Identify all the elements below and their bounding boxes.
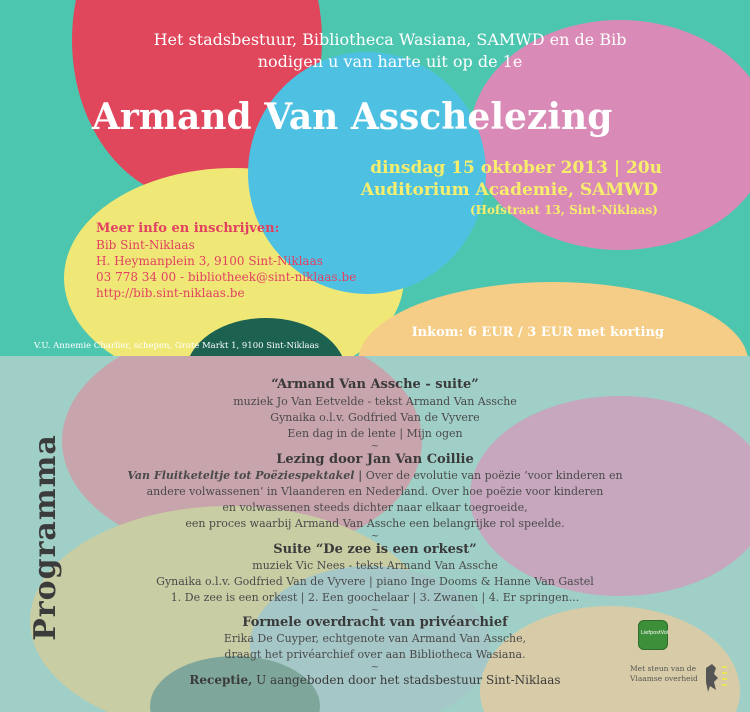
section-title: Lezing door Jan Van Coillie [276,452,474,467]
sponsor-logo-text: LiefpostVol [641,630,669,636]
section-line: draagt het privéarchief over aan Bibliotheca Wasiana. [224,648,526,661]
section-title: “Armand Van Assche - suite” [271,377,479,392]
vlaamse-overheid-line-1: Met steun van de [630,664,697,673]
programma-vertical-title: Programma [27,434,63,641]
entry-price: Inkom: 6 EUR / 3 EUR met korting [411,325,664,340]
separator: ~ [370,662,380,673]
reception-text: U aangeboden door het stadsbestuur Sint-Niklaas [252,673,561,687]
event-venue: Auditorium Academie, SAMWD [360,180,658,200]
event-address: (Hofstraat 13, Sint-Niklaas) [470,203,658,217]
section-line: andere volwassenen’ in Vlaanderen en Nederland. Over hoe poëzie voor kinderen [146,485,604,498]
separator: ~ [370,605,380,616]
info-line: H. Heymanplein 3, 9100 Sint-Niklaas [96,254,323,268]
intro-line-2: nodigen u van harte uit op de 1e [257,52,523,71]
info-line[interactable]: 03 778 34 00 - bibliotheek@sint-niklaas.be [96,270,357,284]
orange-circle [358,282,748,356]
section-line: een proces waarbij Armand Van Assche een belangrijke rol speelde. [185,517,565,530]
section-line: Gynaika o.l.v. Godfried Van de Vyvere | piano Inge Dooms & Hanne Van Gastel [156,575,594,588]
event-date: dinsdag 15 oktober 2013 | 20u [370,158,662,178]
info-heading: Meer info en inschrijven: [96,221,280,236]
section-line: muziek Jo Van Eetvelde - tekst Armand Van Assche [233,395,517,408]
section-line: Erika De Cuyper, echtgenote van Armand Van Assche, [223,632,527,645]
section-title: Formele overdracht van privéarchief [242,615,508,630]
info-link[interactable]: http://bib.sint-niklaas.be [96,286,245,300]
section-line: Een dag in de lente | Mijn ogen [287,427,463,440]
section-line: 1. De zee is een orkest | 2. Een goochelaar | 3. Zwanen | 4. Er springen... [170,591,580,604]
section-line [0,469,750,482]
section-line: muziek Vic Nees - tekst Armand Van Assche [252,559,498,572]
vu-text: V.U. Annemie Charlier, schepen, Grote Markt 1, 9100 Sint-Niklaas [34,341,320,351]
info-line: Bib Sint-Niklaas [96,238,195,252]
section-line: Gynaika o.l.v. Godfried Van de Vyvere [270,411,480,424]
flemish-lion-icon [702,660,728,696]
section-title: Suite “De zee is een orkest” [273,542,477,557]
intro-line-1: Het stadsbestuur, Bibliotheca Wasiana, SAMWD en de Bib [153,30,627,49]
sponsor-logo [638,620,668,650]
lecture-text: Over de evolutie van poëzie ‘voor kinderen en [362,469,623,482]
separator: ~ [370,441,380,452]
section-line: en volwassenen steeds dichter naar elkaar toegroeide, [222,501,528,514]
separator: ~ [370,531,380,542]
vlaamse-overheid-text [630,664,698,684]
vlaamse-overheid-line-2: Vlaamse overheid [630,674,698,683]
page-title: Armand Van Asschelezing [92,96,613,138]
lecture-title: Van Fluitketeltje tot Poëziespektakel | [127,469,363,482]
reception-title: Receptie, [189,673,253,687]
